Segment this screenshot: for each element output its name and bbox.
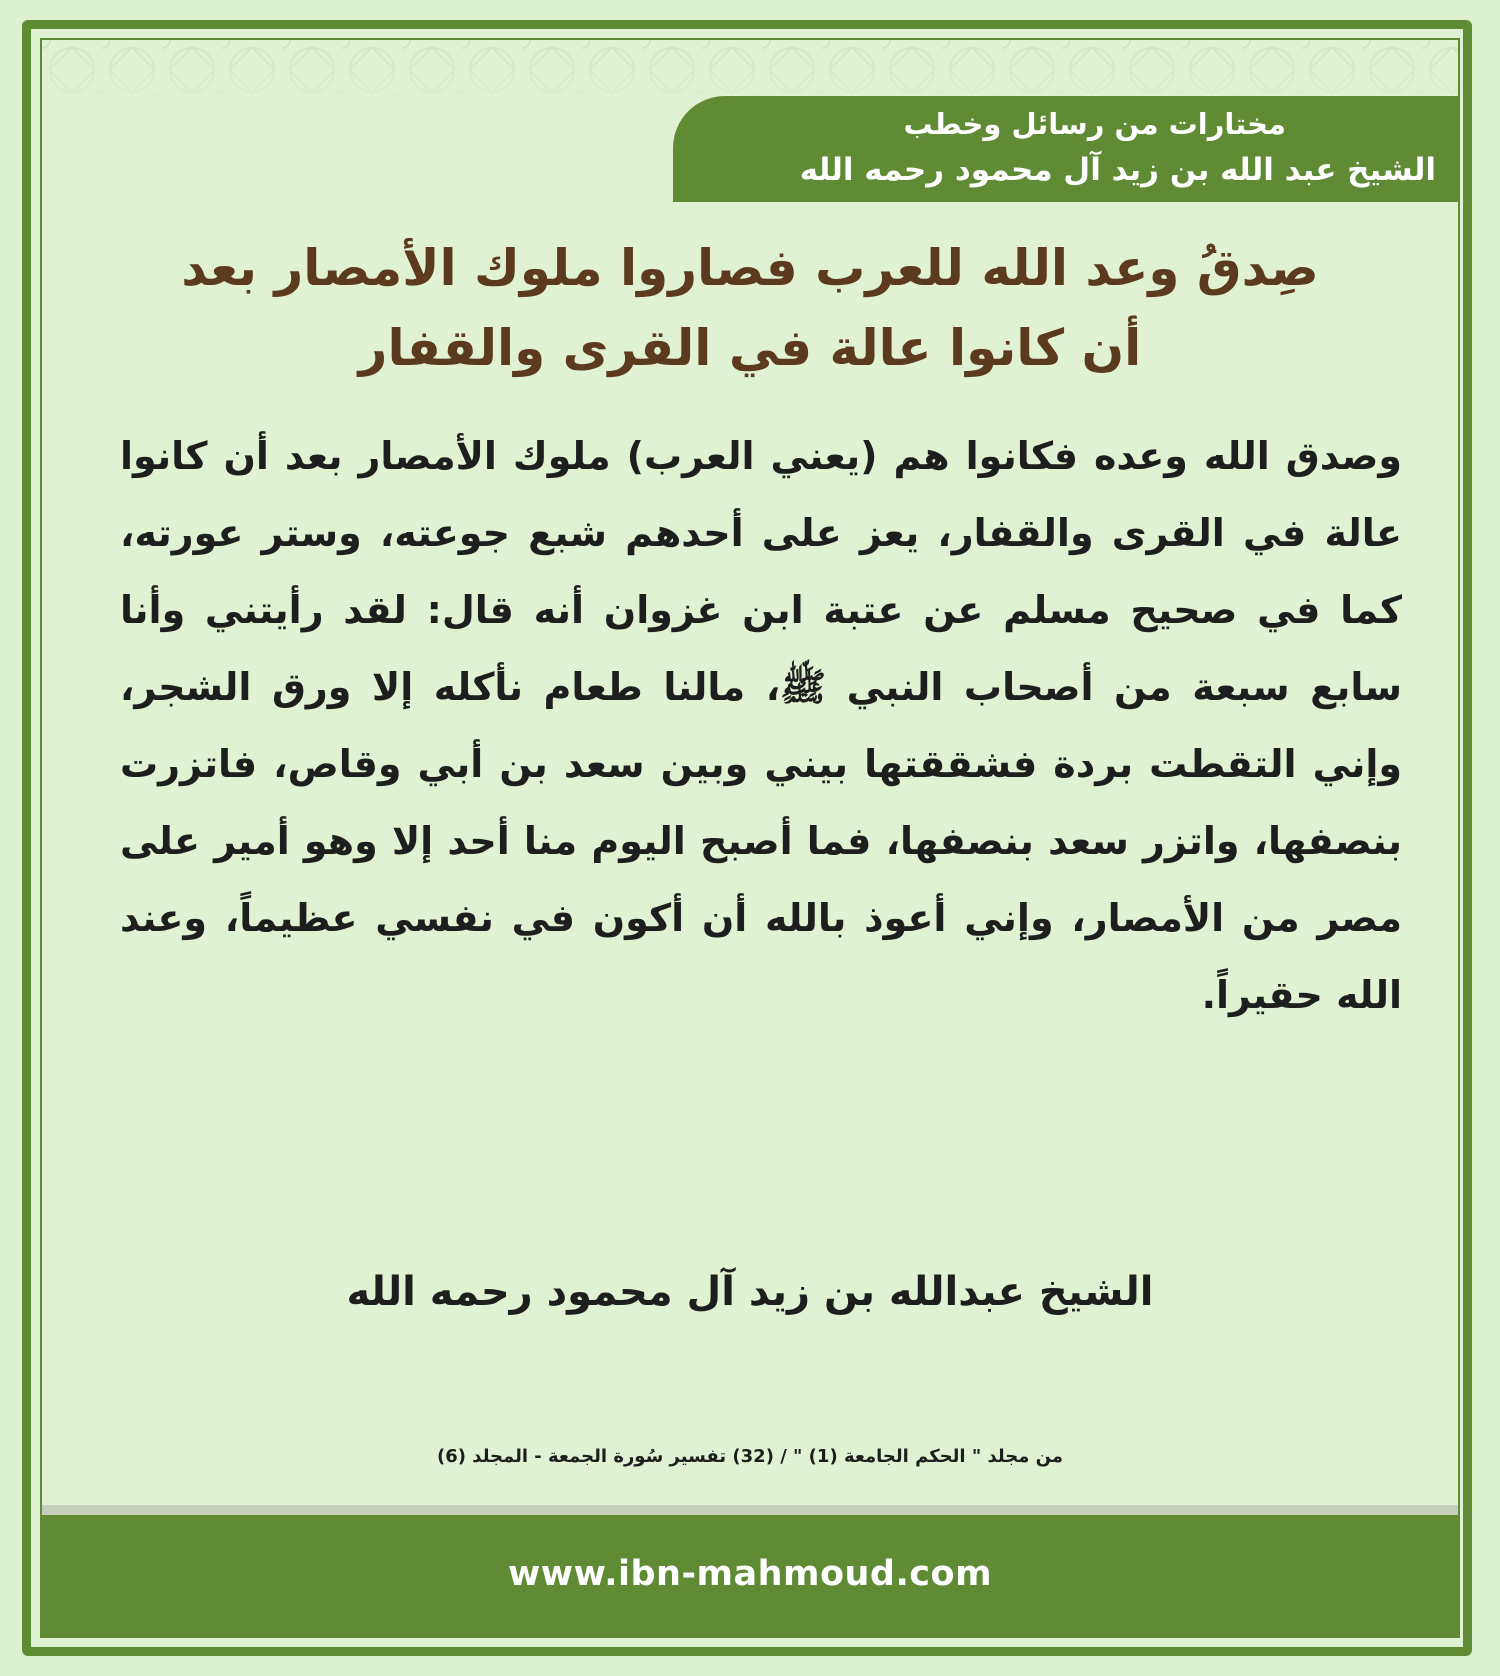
title-line-1: صِدقُ وعد الله للعرب فصاروا ملوك الأمصار بعد — [181, 239, 1319, 297]
source-citation: من مجلد " الحكم الجامعة (1) " / (32) تفسير سُورة الجمعة - المجلد (6) — [437, 1446, 1063, 1467]
author-signature: الشيخ عبدالله بن زيد آل محمود رحمه الله — [346, 1269, 1154, 1315]
body-paragraph: وصدق الله وعده فكانوا هم (يعني العرب) ملوك الأمصار بعد أن كانوا عالة في القرى والقفار، يعز على أحدهم شبع جوعته، وستر عورته، كما في صحيح مسلم عن عتبة ابن غزوان أنه قال: لقد رأيتني وأنا سابع سبعة من أصحاب النبي ﷺ، مالنا طعام نأكله إلا ورق الشجر، وإني التقطت بردة فشققتها بيني وبين سعد بن أبي وقاص، فاتزرت بنصفها، واتزر سعد بنصفها، فما أصبح اليوم منا أحد إلا وهو أمير على مصر من الأمصار، وإني أعوذ بالله أن أكون في نفسي عظيماً، وعند الله حقيراً. — [120, 434, 1402, 1017]
header-series-title: مختارات من رسائل وخطب — [903, 107, 1286, 141]
header-banner — [673, 96, 1458, 202]
title-line-2: أن كانوا عالة في القرى والقفار — [358, 319, 1142, 377]
website-link[interactable]: www.ibn-mahmoud.com — [507, 1553, 993, 1594]
footer-divider — [42, 1505, 1458, 1515]
footer-bar — [42, 1515, 1458, 1636]
header-author-name: الشيخ عبد الله بن زيد آل محمود رحمه الله — [799, 152, 1436, 188]
page-title — [90, 228, 1410, 388]
